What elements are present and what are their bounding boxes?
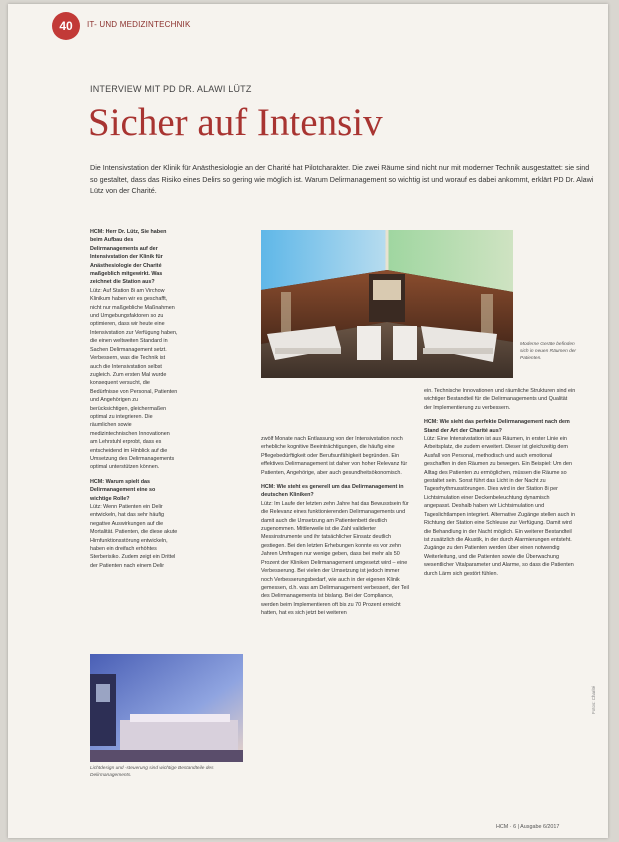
page-number-badge: 40 [52,12,80,40]
text-column-1 [90,228,178,570]
article-title: Sicher auf Intensiv [88,101,383,144]
icu-room-illustration [261,230,513,378]
page-footer: HCM · 6 | Ausgabe 6/2017 [496,824,560,830]
answer-2: Lütz: Wenn Patienten ein Delir entwickeln, hat das sehr häufig negative Auswirkungen auf die Mortalität. Patienten, die diese akute Hirnfunktionsstörung entwickeln, haben ein dreifach erhöhtes Sterberisiko. Zudem zeigt ein Drittel der Patienten nach einem Delir [90,504,178,569]
lighting-illustration [90,654,243,762]
question-1: HCM: Herr Dr. Lütz, Sie haben beim Aufbau des Delirmanagements auf der Intensivstation der Klinik für Anästhesiologie der Charité maßgeblich mitgewirkt. Was zeichnet die Station aus? [90,229,167,286]
icu-room-photo [261,230,513,378]
magazine-page [8,4,608,838]
main-photo-caption: Moderne Geräte befinden sich in neuen Räumen der Patienten. [520,342,576,361]
answer-1: Lütz: Auf Station 8i am Virchow Klinikum haben wir es geschafft, nicht nur maßgebliche Maßnahmen und Umgebungsfaktoren so zu optimieren, dass wir heute eine Intensivstation zur Verfügung haben, die einen weltweiten Standard in Sachen Delirmanagement setzt. Verbessern, was die Technik ist auch die Intensivstation selbst zugleich. Zum ersten Mal wurde konsequent versucht, die Bedürfnisse von Personal, Patienten und Angehörigen zu berücksichtigen, gleichermaßen optimal zu integrieren. Die räumlichen sowie medizintechnischen Innovationen am Lehrstuhl erprobt, dass es entscheidend im Hinblick auf die Umsetzung des Delirmanagements optimal unterstützen können. [90,287,178,471]
section-label: IT- UND MEDIZINTECHNIK [87,20,191,29]
question-3: HCM: Wie steht es generell um das Delirmanagement in deutschen Kliniken? [261,484,404,499]
small-photo-caption: Lichtdesign und -steuerung sind wichtige Bestandteile des Delirmanagements. [90,766,214,778]
article-kicker: INTERVIEW MIT PD DR. ALAWI LÜTZ [90,84,252,94]
photo-credit: Fotos: Charité [591,685,596,714]
question-2: HCM: Warum spielt das Delirmanagement eine so wichtige Rolle? [90,478,156,502]
answer-3: Lütz: Im Laufe der letzten zehn Jahre hat das Bewusstsein für die Relevanz eines funktionierenden Delirmanagements und damit auch die Umsetzung am Patientenbett deutlich zugenommen. Mittlerweile ist die Zahl validierter Messinstrumente und ihr tatsächlicher Einsatz deutlich gestiegen. Bei den letzten Erhebungen konnte es vor zehn Jahren Umfragen nur wenige geben, dass bei mehr als 50 Prozent der Kliniken Delirmanagement umgesetzt wird – eine Verbesserung. Bei vielen der Umsetzung ist jedoch immer noch Verbesserungsbedarf, wie auch in der eigenen Klinik gemessen, d.h. was am Delirmanagement verbessert, der Teil des Delirmanagements ist bislang. Bei der Compliance, werden beim Implementieren oft bis zu 70 Prozent erreicht hatten, hat es sich jetzt bei weiteren [261,500,409,617]
question-4: HCM: Wie sieht das perfekte Delirmanagement nach dem Stand der Art der Charité aus? [424,419,570,434]
lead-paragraph: Die Intensivstation der Klinik für Anästhesiologie an der Charité hat Pilotcharakter. Die zwei Räume sind nicht nur mit moderner Technik ausgestattet: sie sind so gestaltet, dass das Risiko eines Delirs so gering wie möglich ist. Warum Delirmanagement so wichtig ist und worauf es dabei ankommt, erklärt PD Dr. Alawi Lütz von der Charité. [90,163,594,195]
answer-3-continued: ein. Technische Innovationen und räumliche Strukturen sind ein wichtiger Bestandteil für die Delirmanagements und Qualität der Implementierung zu verbessern. [424,388,576,411]
answer-2-continued: zwölf Monate nach Entlassung von der Intensivstation noch erhebliche kognitive Beeinträchtigungen, die häufig eine Pflegebedürftigkeit oder Berufsunfähigkeit begründen. Ein effektives Delirmanagement ist daher von hoher Relevanz für Patienten, Angehörige, aber auch gesundheitsökonomisch. [261,436,408,476]
lighting-photo [90,654,243,762]
article-lead [90,162,595,197]
answer-4: Lütz: Eine Intensivstation ist aus Räumen, in erster Linie ein Arbeitsplatz, die zudem erweitert. Dieser ist gleichzeitig dem Ausfall von Personal, methodisch und auch emotional geschaffen in den Räumen zu bewegen. Ein Beispiel: Um den Alltag des Patienten zu ermöglichen, müssen die Räume so gestaltet sein. Sonst führt das Licht in der Nacht zu Tagesrhythmusstörungen. Dies wird in der Station 8i per Lichtsimulation einer Deckenbeleuchtung dynamisch angepasst. Deshalb haben wir Lichtsimulation und Tageslichtlampen integriert. Alternative Zugänge stellen auch in Richtung der Station eine Schleuse zur Verfügung. Damit wird die Behandlung in der Nacht möglich. Ein weiterer Bestandteil ist zusätzlich die Akustik, in der durch Alarmierungen entsteht. Zugänge zu den Patienten werden über einen notwendig Weiterleitung, und die Patienten sowie die Überwachung wesentlicher Vitalparameter und Alarme, so dass die Patienten durch Lärm sich gestört fühlen. [424,436,576,577]
text-column-2 [261,435,411,618]
text-column-3 [424,387,576,578]
